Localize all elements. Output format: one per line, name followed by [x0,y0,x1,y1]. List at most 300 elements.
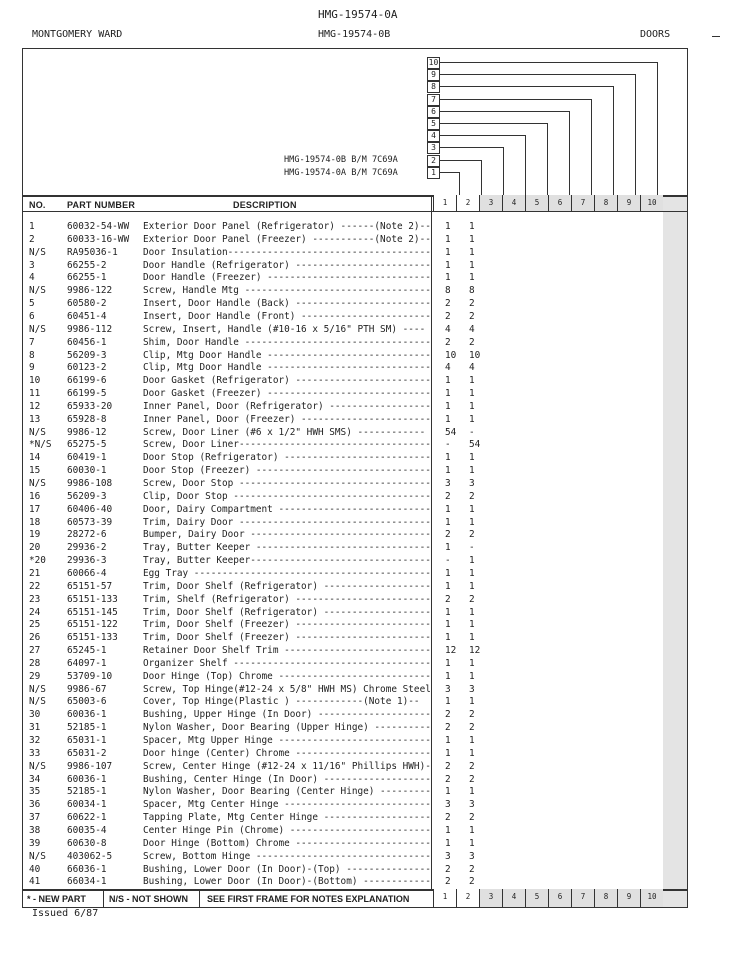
part-number: 65003-6 [67,696,107,708]
qty-model-1: 1 [445,503,451,515]
part-no: N/S [29,683,46,695]
part-description: Trim, Door Shelf (Freezer) ------------------------ [143,632,431,644]
model-column-label: 6 [557,198,563,207]
model-column-label: 9 [626,198,632,207]
part-description: Door Stop (Refrigerator) -------------------------- [143,452,431,464]
model-box: 5 [427,118,440,130]
part-number: 9986-122 [67,285,113,297]
qty-model-1: 1 [445,824,451,836]
part-description: Trim, Door Shelf (Refrigerator) ------------------- [143,606,431,618]
part-description: Shim, Door Handle --------------------------------- [143,336,431,348]
qty-model-2: 2 [469,722,475,734]
part-description: Screw, Door Stop ---------------------------------- [143,478,431,489]
part-no: 31 [29,722,41,734]
part-number: 65933-20 [67,400,113,412]
part-description: Center Hinge Pin (Chrome) ------------------------- [143,824,431,836]
qty-model-1: 12 [445,645,457,657]
table-row [23,580,475,594]
part-no: 3 [29,259,35,271]
table-row [23,465,475,478]
part-no: 36 [29,799,41,811]
qty-model-2: 2 [469,593,475,605]
part-description: Screw, Top Hinge(#12-24 x 5/8" HWH MS) Chrome Steel [143,683,431,695]
qty-model-2: 1 [469,246,475,258]
part-description: Exterior Door Panel (Refrigerator) ------(Note 2)-- [143,221,431,232]
qty-model-2: 1 [469,696,475,708]
qty-model-1: 2 [445,773,451,785]
part-no: 14 [29,452,41,464]
qty-model-2: 3 [469,799,475,811]
qty-model-1: - [445,555,451,567]
table-row [23,606,475,620]
issued-date: Issued 6/87 [32,908,99,919]
qty-model-1: 2 [445,298,451,310]
qty-model-2: 2 [469,490,475,502]
part-no: 12 [29,400,41,412]
part-number: 29936-3 [67,555,107,567]
model-box: 4 [427,130,440,142]
section-title: DOORS [640,29,671,40]
qty-model-2: 1 [469,272,475,284]
parts-list-frame [22,48,688,908]
qty-model-1: 10 [445,349,457,361]
qty-model-2: 1 [469,465,475,477]
model-column-4 [502,195,525,211]
model-column-label: 2 [465,892,471,901]
qty-model-1: 2 [445,812,451,824]
qty-model-2: 1 [469,747,475,759]
table-row [23,413,475,427]
model-column-label: 4 [511,198,517,207]
qty-model-1: 4 [445,362,451,374]
qty-model-1: 1 [445,580,451,592]
part-description: Inner Panel, Door (Refrigerator) ------------------ [143,400,431,412]
part-number: 60034-1 [67,799,107,811]
qty-model-2: 2 [469,310,475,322]
qty-model-2: 3 [469,850,475,862]
qty-model-2: 4 [469,323,475,335]
qty-model-2: 1 [469,259,475,271]
qty-model-1: 2 [445,760,451,772]
model-column-label: 8 [603,198,609,207]
qty-model-2: 1 [469,567,475,579]
qty-model-1: 1 [445,837,451,849]
qty-model-1: 1 [445,400,451,412]
table-row [23,722,475,735]
part-description: Nylon Washer, Door Bearing (Center Hinge) --------- [143,786,431,798]
part-no: 41 [29,876,41,888]
qty-model-2: 1 [469,837,475,849]
part-number: 65151-57 [67,580,113,592]
part-no: N/S [29,426,46,438]
qty-model-2: 1 [469,452,475,464]
model-box: 9 [427,69,440,81]
part-no: N/S [29,696,46,708]
table-row [23,735,475,748]
qty-model-2: 4 [469,362,475,374]
footer-divider-1 [103,889,104,907]
model-column-5 [525,195,548,211]
table-row [23,645,481,658]
part-no: N/S [29,478,46,489]
part-number: 403062-5 [67,850,113,862]
qty-model-1: 1 [445,465,451,477]
model-column-label: 7 [580,198,586,207]
qty-model-2: 2 [469,709,475,721]
qty-model-2: 1 [469,400,475,412]
model-box: 8 [427,81,440,93]
part-description: Spacer, Mtg Upper Hinge --------------------------- [143,735,431,746]
table-row [23,336,475,350]
model-box: 2 [427,155,440,167]
part-number: 60451-4 [67,310,107,322]
part-description: Bushing, Center Hinge (In Door) ------------------- [143,773,431,785]
part-no: 30 [29,709,41,721]
part-description: Screw, Insert, Handle (#10-16 x 5/16" PTH SM) ---- [143,323,426,335]
table-row [23,323,475,337]
table-row [23,298,475,311]
part-no: 24 [29,606,41,618]
model-column-7 [571,195,594,211]
part-description: Door, Dairy Compartment --------------------------- [143,503,431,515]
part-description: Insert, Door Handle (Front) ----------------------- [143,310,431,322]
part-number: 66255-2 [67,259,107,271]
qty-model-1: 1 [445,606,451,618]
qty-model-1: 2 [445,490,451,502]
qty-model-2: - [469,542,475,554]
part-no: *20 [29,555,46,567]
table-row [23,362,475,375]
table-row [23,786,475,799]
part-no: 40 [29,863,41,875]
part-no: 6 [29,310,35,322]
part-no: 11 [29,388,41,400]
qty-model-1: 54 [445,426,457,438]
table-row [23,259,475,273]
part-description: Door Hinge (Bottom) Chrome ------------------------ [143,837,431,849]
table-row [23,516,475,530]
qty-model-2: 1 [469,555,475,567]
part-number: 60419-1 [67,452,107,464]
part-number: 65245-1 [67,645,107,657]
part-no: 26 [29,632,41,644]
table-row [23,593,475,607]
qty-model-1: 1 [445,388,451,400]
part-description: Egg Tray ------------------------------------------ [143,567,431,579]
part-number: 65275-5 [67,439,107,451]
qty-model-2: 1 [469,375,475,387]
part-description: Inner Panel, Door (Freezer) ----------------------- [143,413,431,425]
part-description: Tray, Butter Keeper-------------------------------- [143,555,431,567]
qty-model-2: 3 [469,478,475,489]
part-number: 64097-1 [67,657,107,669]
table-row [23,709,475,722]
table-row [23,246,475,260]
part-number: 53709-10 [67,670,113,682]
part-number: 9986-107 [67,760,113,772]
table-row [23,542,475,555]
qty-model-2: 1 [469,221,475,232]
part-no: 28 [29,657,41,669]
qty-model-2: 1 [469,824,475,836]
part-number: 66199-6 [67,375,107,387]
part-number: 56209-3 [67,490,107,502]
qty-model-2: 8 [469,285,475,297]
part-no: 35 [29,786,41,798]
table-row [23,388,475,401]
model-line-1: HMG-19574-0B B/M 7C69A [284,155,398,165]
model-box: 1 [427,167,440,179]
table-row [23,285,475,298]
part-description: Trim, Shelf (Refrigerator) ------------------------ [143,593,431,605]
qty-model-1: 8 [445,285,451,297]
qty-model-1: 1 [445,619,451,631]
part-description: Door Handle (Refrigerator) ------------------------ [143,259,431,271]
qty-model-2: - [469,426,475,438]
model-column-2 [456,889,479,907]
table-row [23,310,475,324]
qty-model-1: 1 [445,516,451,528]
model-column-label: 10 [647,892,657,901]
part-description: Door Insulation------------------------------------ [143,246,431,258]
part-description: Clip, Mtg Door Handle ----------------------------- [143,362,431,374]
qty-model-1: 1 [445,272,451,284]
part-no: 29 [29,670,41,682]
part-no: 2 [29,233,35,245]
footer-divider-2 [199,889,200,907]
model-column-9 [617,889,640,907]
qty-model-1: 2 [445,876,451,888]
model-column-label: 1 [442,892,448,901]
qty-model-2: 2 [469,812,475,824]
qty-model-2: 1 [469,503,475,515]
qty-model-1: 3 [445,478,451,489]
qty-model-2: 2 [469,863,475,875]
qty-model-2: 10 [469,349,481,361]
part-description: Trim, Door Shelf (Refrigerator) ------------------- [143,580,431,592]
part-number: 60036-1 [67,773,107,785]
model-column-5 [525,889,548,907]
part-number: 65151-133 [67,593,118,605]
qty-model-1: 1 [445,696,451,708]
part-number: 9986-108 [67,478,113,489]
table-row [23,233,475,247]
part-no: N/S [29,850,46,862]
part-description: Tapping Plate, Mtg Center Hinge ------------------- [143,812,431,824]
part-number: 9986-67 [67,683,107,695]
part-description: Exterior Door Panel (Freezer) -----------(Note 2)-- [143,233,431,245]
part-number: 60406-40 [67,503,113,515]
qty-model-1: 1 [445,567,451,579]
part-number: 65031-2 [67,747,107,759]
qty-model-2: 2 [469,529,475,541]
part-number: 9986-12 [67,426,107,438]
qty-model-2: 2 [469,773,475,785]
part-no: 39 [29,837,41,849]
model-column-8 [594,195,617,211]
qty-model-2: 1 [469,619,475,631]
model-line-2: HMG-19574-0A B/M 7C69A [284,168,398,178]
part-description: Clip, Mtg Door Handle ----------------------------- [143,349,431,361]
part-no: 16 [29,490,41,502]
part-number: 52185-1 [67,722,107,734]
model-column-label: 5 [534,892,540,901]
model-column-label: 1 [442,198,448,207]
model-column-label: 5 [534,198,540,207]
model-column-label: 7 [580,892,586,901]
model-column-1 [433,889,456,907]
qty-model-1: 1 [445,246,451,258]
part-number: 29936-2 [67,542,107,554]
part-description: Bushing, Lower Door (In Door)-(Bottom) ------------ [143,876,431,888]
part-number: 66034-1 [67,876,107,888]
model-column-label: 6 [557,892,563,901]
part-number: 60573-39 [67,516,113,528]
model-box: 7 [427,94,440,106]
part-no: 1 [29,221,35,232]
part-no: 5 [29,298,35,310]
part-number: 66036-1 [67,863,107,875]
part-no: N/S [29,760,46,772]
qty-model-1: 1 [445,747,451,759]
qty-model-2: 1 [469,786,475,798]
part-number: 65151-133 [67,632,118,644]
part-description: Bushing, Lower Door (In Door)-(Top) --------------- [143,863,431,875]
part-no: 10 [29,375,41,387]
table-row [23,747,475,761]
table-row [23,490,475,504]
model-box: 3 [427,142,440,154]
model-column-label: 9 [626,892,632,901]
qty-model-2: 1 [469,413,475,425]
table-row [23,876,475,889]
table-row [23,567,475,581]
part-no: 27 [29,645,41,657]
table-row [23,529,475,542]
table-row [23,452,475,465]
table-row [23,632,475,645]
part-number: 56209-3 [67,349,107,361]
part-description: Door Gasket (Refrigerator) ------------------------ [143,375,431,387]
table-row [23,478,475,491]
model-column-2 [456,195,479,211]
part-number: 60035-4 [67,824,107,836]
table-row [23,863,475,877]
part-no: 37 [29,812,41,824]
part-no: 18 [29,516,41,528]
part-description: Cover, Top Hinge(Plastic ) ------------(Note 1)-- [143,696,420,708]
part-number: 60066-4 [67,567,107,579]
col-no-header: NO. [29,200,46,210]
table-row [23,272,475,285]
qty-model-2: 1 [469,580,475,592]
model-column-4 [502,889,525,907]
qty-model-1: 3 [445,799,451,811]
model-column-10 [640,889,663,907]
part-no: 21 [29,567,41,579]
part-number: 60622-1 [67,812,107,824]
part-no: 20 [29,542,41,554]
part-number: 66255-1 [67,272,107,284]
model-column-8 [594,889,617,907]
qty-model-1: 1 [445,259,451,271]
table-row [23,503,475,517]
part-description: Organizer Shelf ----------------------------------- [143,657,431,669]
part-number: 66199-5 [67,388,107,400]
header-bottom-rule [23,211,687,212]
qty-model-1: 3 [445,683,451,695]
part-no: 7 [29,336,35,348]
table-row [23,837,475,851]
part-description: Screw, Door Liner---------------------------------- [143,439,431,451]
part-no: 13 [29,413,41,425]
model-column-9 [617,195,640,211]
model-column-3 [479,195,502,211]
part-number: 65151-145 [67,606,118,618]
part-description: Door Handle (Freezer) ----------------------------- [143,272,431,284]
table-row [23,657,475,671]
model-column-label: 10 [647,198,657,207]
part-number: 60123-2 [67,362,107,374]
part-number: 52185-1 [67,786,107,798]
part-description: Door hinge (Center) Chrome ------------------------ [143,747,431,759]
table-row [23,555,475,568]
qty-model-1: 1 [445,375,451,387]
part-no: 8 [29,349,35,361]
qty-model-1: 2 [445,722,451,734]
qty-model-2: 1 [469,233,475,245]
part-number: 60580-2 [67,298,107,310]
table-row [23,812,475,825]
table-row [23,619,475,632]
legend-new-part: * - NEW PART [27,894,86,904]
part-number: 9986-112 [67,323,113,335]
part-description: Retainer Door Shelf Trim -------------------------- [143,645,431,657]
part-number: 60036-1 [67,709,107,721]
part-no: *N/S [29,439,52,451]
model-number-top: HMG-19574-0A [318,8,398,21]
part-description: Nylon Washer, Door Bearing (Upper Hinge) ---------- [143,722,431,734]
part-description: Trim, Door Shelf (Freezer) ------------------------ [143,619,431,631]
part-number: 65151-122 [67,619,118,631]
part-description: Screw, Bottom Hinge ------------------------------- [143,850,431,862]
qty-model-1: 1 [445,452,451,464]
part-no: 4 [29,272,35,284]
table-row [23,760,475,774]
part-description: Tray, Butter Keeper ------------------------------- [143,542,431,554]
qty-model-1: 2 [445,336,451,348]
table-row [23,773,475,787]
model-column-label: 8 [603,892,609,901]
col-part-number-header: PART NUMBER [67,200,136,210]
qty-model-2: 54 [469,439,481,451]
qty-model-1: 2 [445,709,451,721]
part-description: Door Hinge (Top) Chrome --------------------------- [143,670,431,682]
qty-model-2: 1 [469,606,475,618]
part-description: Door Gasket (Freezer) ----------------------------- [143,388,431,400]
model-column-6 [548,889,571,907]
table-row [23,426,475,440]
part-description: Insert, Door Handle (Back) ------------------------ [143,298,431,310]
shaded-margin [663,195,687,907]
leader-line [440,172,460,196]
table-row [23,799,475,812]
qty-model-1: 2 [445,863,451,875]
part-description: Trim, Dairy Door ---------------------------------- [143,516,431,528]
edge-mark [712,36,720,37]
table-row [23,670,475,684]
part-number: 65928-8 [67,413,107,425]
